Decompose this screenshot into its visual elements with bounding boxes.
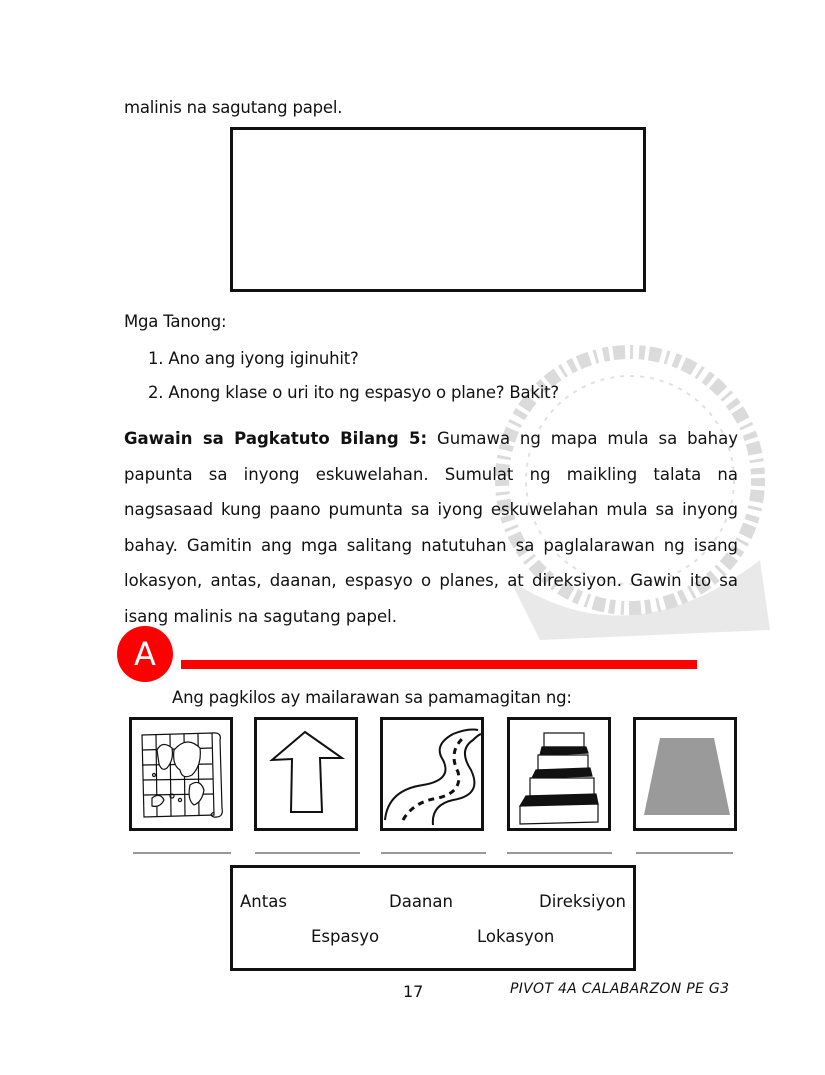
question-item: 1. Ano ang iyong iginuhit?: [148, 349, 359, 368]
word-bank: [230, 865, 636, 971]
road-icon: [383, 720, 481, 828]
activity-title: Gawain sa Pagkatuto Bilang 5:: [124, 429, 428, 448]
picture-stairs: [507, 717, 611, 831]
answer-blank[interactable]: [255, 852, 360, 854]
questions-heading: Mga Tanong:: [124, 312, 227, 331]
question-item: 2. Anong klase o uri ito ng espasyo o plane? Bakit?: [148, 383, 559, 402]
section-badge: A: [117, 626, 173, 682]
word-bank-item: Espasyo: [311, 927, 380, 946]
picture-plane: [633, 717, 737, 831]
picture-arrow: [254, 717, 358, 831]
continued-text: malinis na sagutang papel.: [124, 98, 343, 117]
section-instruction: Ang pagkilos ay mailarawan sa pamamagitan ng:: [172, 688, 572, 707]
activity-body: Gumawa ng mapa mula sa bahay papunta sa inyong eskuwelahan. Sumulat ng maikling talata na nagsasaad kung paano pumunta sa iyong eskuwelahan mula sa inyong bahay. Gamitin ang mga salitang natutuhan sa paglalarawan ng isang lokasyon, antas, daanan, espasyo o planes, at direksiyon. Gawin ito sa isang malinis na sagutang papel.: [124, 429, 738, 626]
arrow-up-icon: [257, 720, 355, 828]
word-bank-item: Direksiyon: [539, 892, 626, 911]
answer-blank[interactable]: [636, 852, 733, 854]
word-bank-item: Lokasyon: [477, 927, 555, 946]
picture-map: [129, 717, 233, 831]
activity-paragraph: [124, 421, 738, 634]
footer-source: PIVOT 4A CALABARZON PE G3: [510, 981, 730, 997]
section-divider: [181, 660, 697, 669]
stairs-icon: [510, 720, 608, 828]
drawing-box[interactable]: [230, 127, 646, 292]
answer-blank[interactable]: [507, 852, 612, 854]
picture-road: [380, 717, 484, 831]
answer-blank[interactable]: [381, 852, 486, 854]
plane-icon: [636, 720, 734, 828]
map-icon: [132, 720, 230, 828]
answer-blank[interactable]: [133, 852, 231, 854]
page-number: 17: [403, 982, 424, 1001]
word-bank-item: Antas: [240, 892, 287, 911]
word-bank-item: Daanan: [389, 892, 453, 911]
